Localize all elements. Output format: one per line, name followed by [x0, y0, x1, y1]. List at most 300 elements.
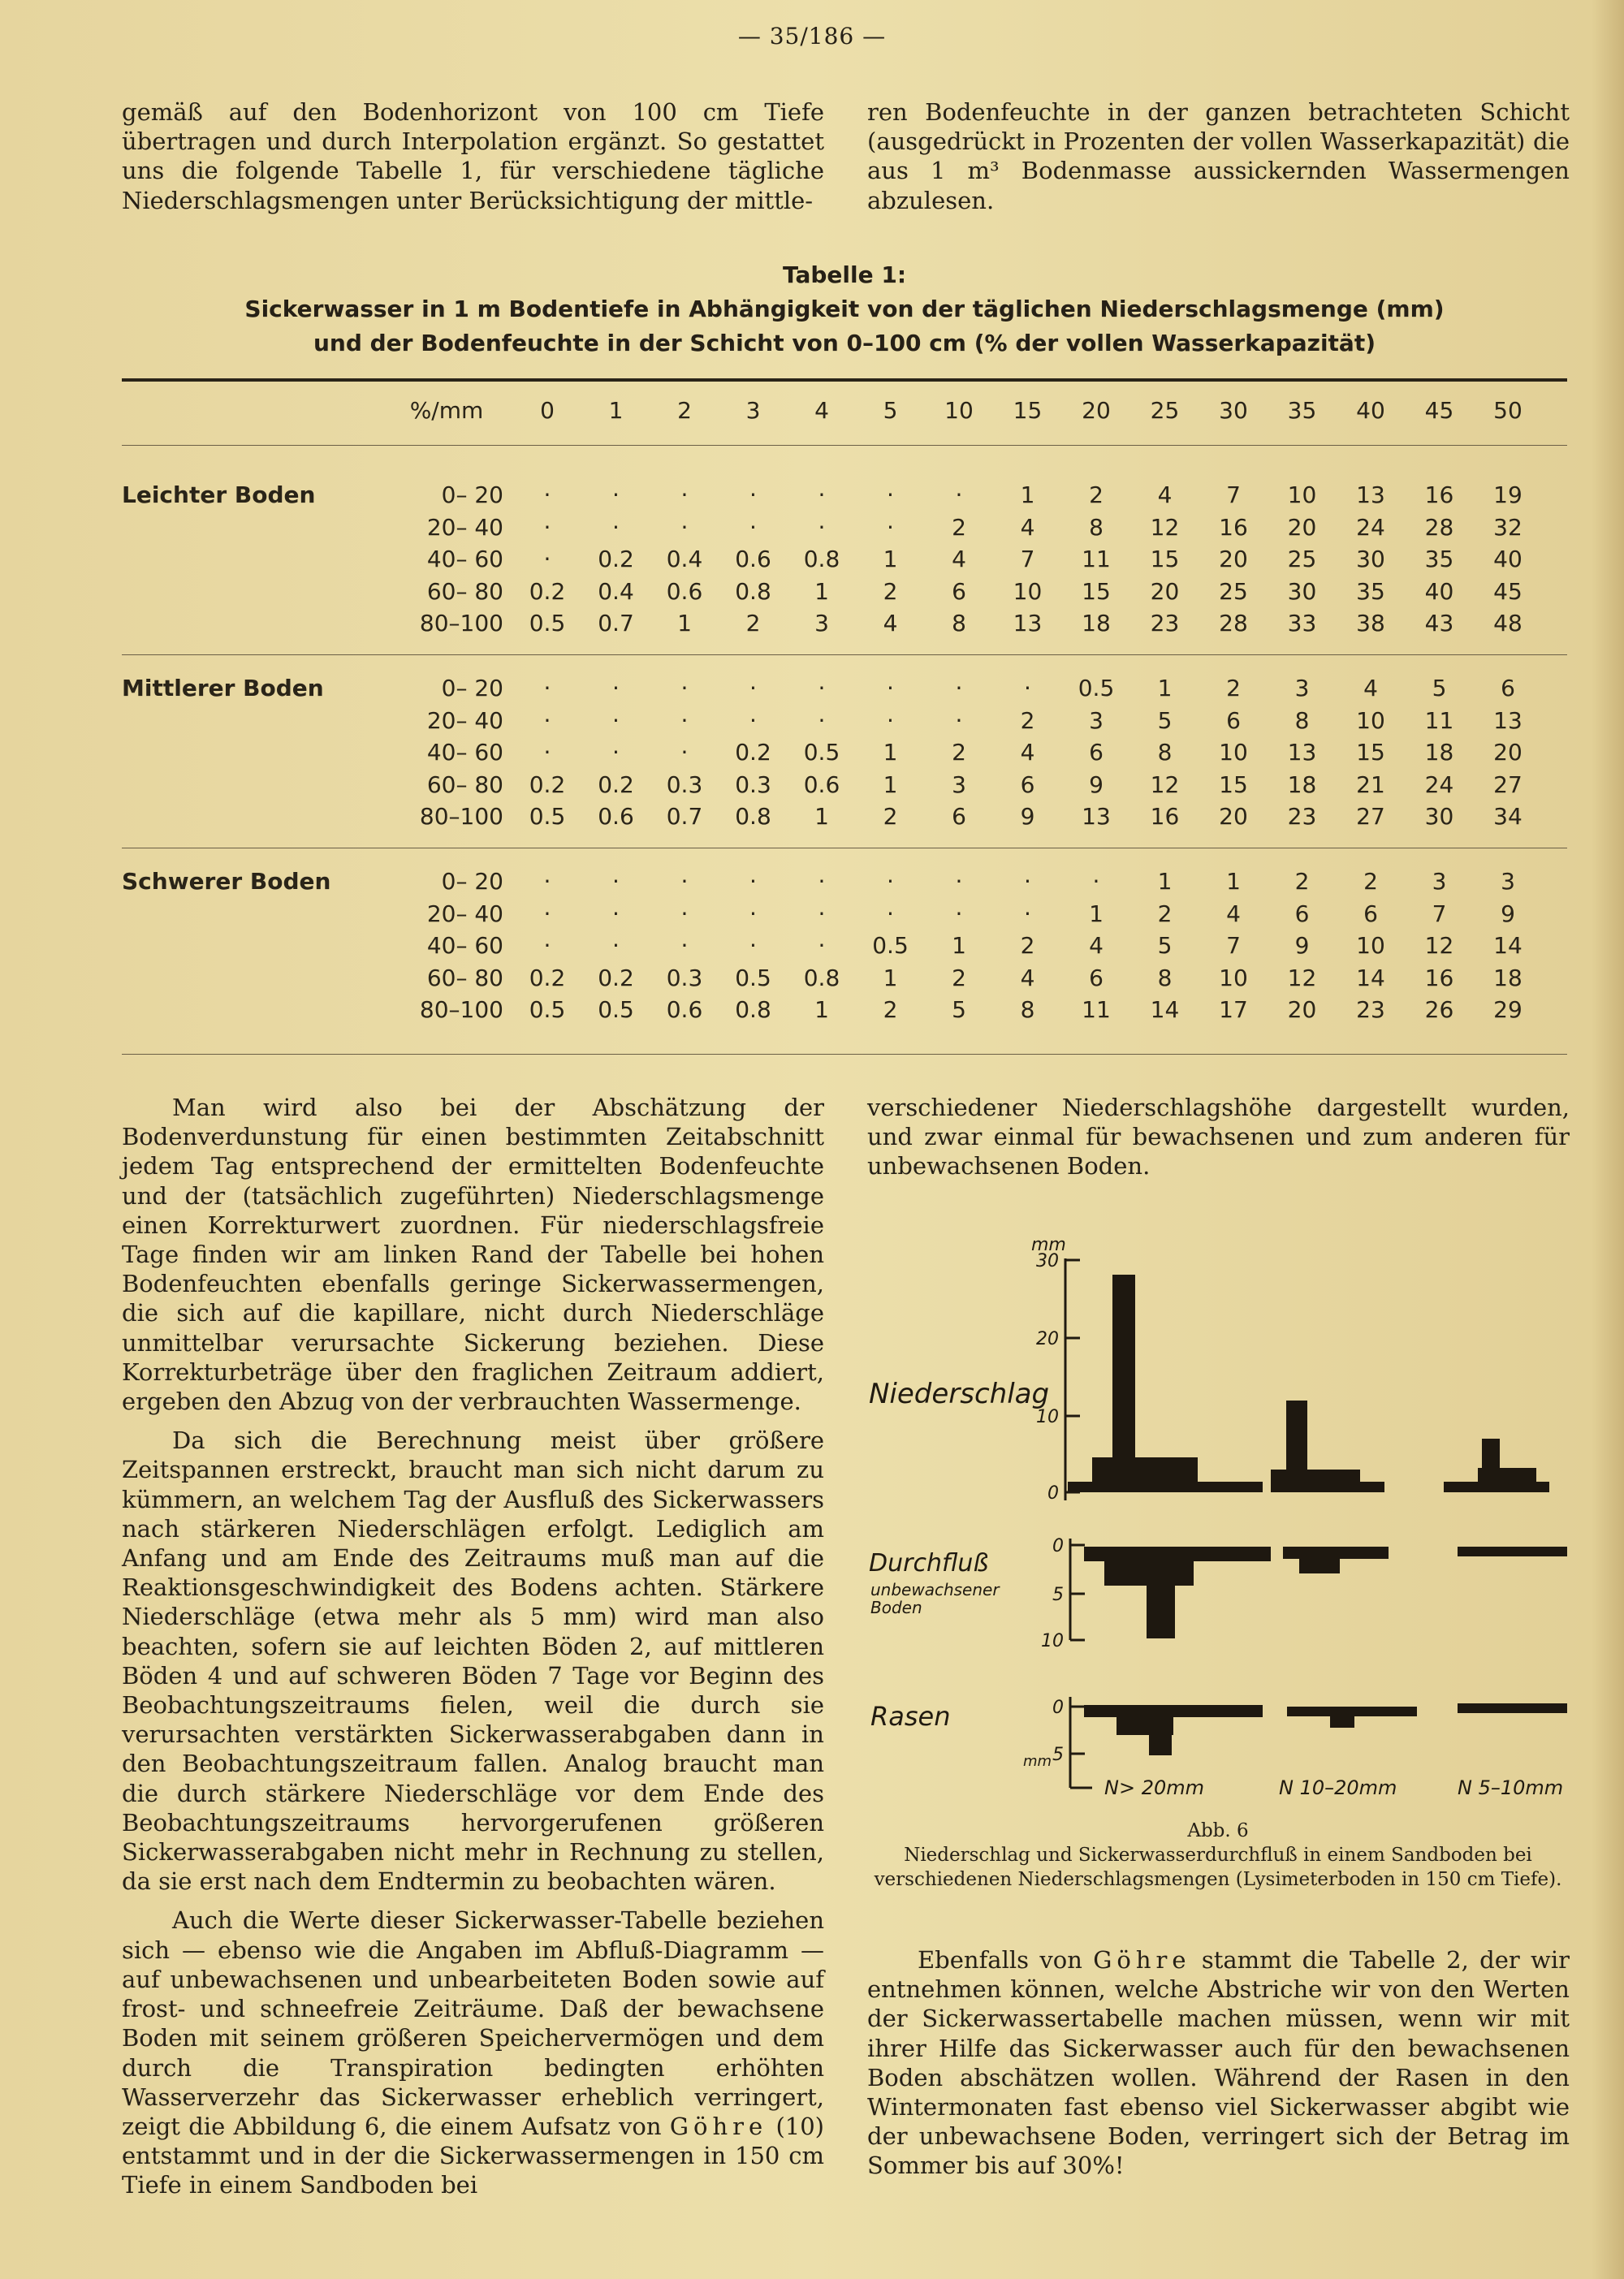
table-cell: 43 — [1424, 610, 1454, 637]
table-cell: 0.3 — [735, 770, 771, 798]
table-cell: 35 — [1424, 546, 1454, 572]
table-cell: 0.7 — [598, 610, 634, 637]
table-cell: · — [887, 481, 894, 508]
table-cell: 10 — [1356, 706, 1385, 734]
table-cell: 2 — [745, 610, 761, 637]
table-cell: 17 — [1219, 996, 1248, 1023]
table-cell: · — [818, 675, 826, 701]
table-cell: 8 — [1157, 964, 1173, 991]
bar-flow-2-stem — [1299, 1559, 1340, 1573]
table-cell: 14 — [1356, 964, 1385, 991]
body-right-paragraph-1: verschiedener Niederschlagshöhe dargestellt wurden, und zwar einmal für bewachsenen und zum anderen für unbewachsenen Boden. — [867, 1094, 1570, 1181]
axis-tick-label: 10 — [1041, 1631, 1064, 1651]
table-cell: 40 — [1424, 577, 1454, 605]
table-cell: 0.8 — [735, 803, 771, 830]
table-title-block — [122, 258, 1567, 360]
table-cell: 26 — [1424, 996, 1454, 1023]
table-cell: 0.8 — [803, 546, 840, 572]
table-cell: 6 — [1020, 770, 1035, 798]
table-cell: · — [680, 900, 689, 927]
table-cell: 48 — [1493, 610, 1522, 637]
table-cell: 13 — [1082, 803, 1111, 830]
table-cell: · — [680, 481, 689, 508]
row-range: 80–100 — [419, 803, 503, 830]
table-cell: · — [612, 932, 620, 959]
table-cell: 0.3 — [666, 964, 703, 991]
table-cell: 4 — [1020, 739, 1035, 766]
row-range: 80–100 — [419, 610, 503, 637]
table-cell: 27 — [1356, 803, 1385, 830]
table-cell: · — [612, 868, 620, 895]
table-cell: 15 — [1356, 739, 1385, 766]
table-cell: 18 — [1287, 770, 1317, 798]
row-range: 0– 20 — [441, 481, 503, 508]
table-cell: 0.5 — [598, 996, 634, 1023]
table-cell: · — [680, 513, 689, 541]
table-cell: 15 — [1219, 770, 1248, 798]
table-cell: 14 — [1493, 932, 1522, 959]
table-cell: 1 — [1157, 868, 1173, 895]
column-header: 5 — [883, 397, 898, 424]
table-cell: 0.2 — [529, 964, 566, 991]
table-cell: 10 — [1287, 481, 1317, 508]
table-cell: 7 — [1226, 932, 1241, 959]
bar-precip-3-base — [1478, 1468, 1536, 1482]
unit-mm-bottom: mm — [1023, 1753, 1052, 1770]
label-rasen: Rasen — [870, 1701, 951, 1732]
table-cell: · — [887, 900, 894, 927]
table-cell: 6 — [1226, 706, 1241, 734]
row-range: 40– 60 — [426, 546, 503, 572]
table-cell: · — [749, 932, 757, 959]
table-cell: 13 — [1356, 481, 1385, 508]
row-range: 60– 80 — [426, 577, 503, 605]
table-cell: 16 — [1150, 803, 1180, 830]
table-cell: · — [887, 868, 894, 895]
table-cell: 11 — [1082, 996, 1111, 1023]
column-header: 45 — [1424, 397, 1454, 424]
table-cell: 25 — [1219, 577, 1248, 605]
bar-flow-2-top — [1283, 1547, 1389, 1559]
table-cell: 0.2 — [735, 739, 771, 766]
table-cell: · — [543, 513, 551, 541]
table-cell: · — [749, 706, 757, 734]
row-range: 0– 20 — [441, 868, 503, 895]
table-cell: 2 — [1157, 900, 1173, 927]
table-cell: 1 — [814, 577, 829, 605]
author-name-2: Göhre — [1093, 1946, 1191, 1974]
table-cell: · — [818, 481, 826, 508]
table-cell: · — [749, 868, 757, 895]
table-cell: 24 — [1356, 513, 1385, 541]
table-cell: · — [612, 481, 620, 508]
axis-bottom-ticks — [1052, 1698, 1085, 1765]
axis-tick-label: 20 — [1036, 1329, 1059, 1349]
table-cell: 16 — [1424, 964, 1454, 991]
table-cell: · — [543, 900, 551, 927]
bar-precip-2-floor — [1271, 1482, 1384, 1492]
table-cell: 1 — [883, 964, 898, 991]
table-cell: 20 — [1219, 803, 1248, 830]
table-cell: 1 — [1157, 675, 1173, 701]
bar-rasen-3 — [1458, 1703, 1567, 1713]
intro-left-paragraph: gemäß auf den Bodenhorizont von 100 cm Tiefe übertragen und durch Interpolation ergänzt. So gestattet uns die folgende Tabelle 1, für verschiedene tägliche Niederschlagsmengen unter Berücksichtigung der mittle- — [122, 98, 824, 214]
table-cell: 12 — [1150, 513, 1180, 541]
table-cell: 0.5 — [529, 610, 566, 637]
paragraph-4-after: stammt die Tabelle 2, der wir entnehmen können, welche Abstriche wir von den Werten der Sickerwassertabelle machen müssen, wenn wir mit ihrer Hilfe das Sickerwasser auch für den bewachsenen Boden abschätzen wollen. Während der Rasen in den Wintermonaten fast ebenso viel Sickerwasser abgibt wie der unbewachsene Boden, verringert sich der Betrag im Sommer bis auf 30%! — [867, 1946, 1570, 2180]
table-cell: 1 — [814, 803, 829, 830]
table-cell: 25 — [1287, 546, 1317, 572]
table-cell: 30 — [1424, 803, 1454, 830]
table-cell: 2 — [1226, 675, 1241, 701]
table-cell: 1 — [883, 546, 898, 572]
column-header: 50 — [1493, 397, 1522, 424]
table-cell: 16 — [1424, 481, 1454, 508]
table-cell: · — [955, 675, 963, 701]
table-cell: 0.2 — [529, 770, 566, 798]
table-cell: 32 — [1493, 513, 1522, 541]
table-cell: 3 — [952, 770, 966, 798]
unit-header: %/mm — [409, 397, 484, 424]
table-cell: · — [1024, 675, 1031, 701]
table-cell: 4 — [1157, 481, 1173, 508]
intro-right-paragraph: ren Bodenfeuchte in der ganzen betrachteten Schicht (ausgedrückt in Prozenten der vollen Wasserkapazität) die aus 1 m³ Bodenmasse aussickernden Wassermengen abzulesen. — [867, 98, 1570, 214]
table-cell: · — [887, 513, 894, 541]
table-cell: 10 — [1356, 932, 1385, 959]
author-name: Göhre — [669, 2112, 768, 2140]
table-cell: 1 — [677, 610, 692, 637]
column-header: 10 — [944, 397, 974, 424]
table-cell: 0.6 — [803, 770, 840, 798]
table-cell: 0.2 — [598, 964, 634, 991]
table-top-rule — [122, 378, 1567, 382]
table-cell: · — [543, 675, 551, 701]
table-cell: · — [612, 900, 620, 927]
bar-precip-2-base — [1271, 1470, 1360, 1482]
body-right-bottom — [867, 1945, 1570, 2191]
table-cell: 9 — [1294, 932, 1310, 959]
table-subtitle-1: Sickerwasser in 1 m Bodentiefe in Abhängigkeit von der täglichen Niederschlagsmenge (mm) — [244, 296, 1445, 322]
table-title: Tabelle 1: — [782, 261, 907, 288]
paragraph-4-before: Ebenfalls von — [918, 1946, 1094, 1974]
table-cell: · — [749, 481, 757, 508]
group-separator — [122, 654, 1567, 655]
table-cell: · — [818, 900, 826, 927]
table-cell: 0.7 — [666, 803, 703, 830]
table-cell: 7 — [1020, 546, 1035, 572]
column-header: 25 — [1150, 397, 1180, 424]
table-cell: 0.2 — [598, 770, 634, 798]
table-cell: 0.2 — [598, 546, 634, 572]
unit-mm-top: mm — [1031, 1235, 1066, 1255]
table-cell: 10 — [1013, 577, 1043, 605]
table-cell: · — [955, 900, 963, 927]
table-cell: 0.4 — [666, 546, 703, 572]
table-cell: 4 — [1089, 932, 1104, 959]
table-cell: 5 — [1157, 932, 1173, 959]
table-cell: 0.8 — [735, 577, 771, 605]
table-cell: 7 — [1432, 900, 1447, 927]
table-cell: · — [612, 739, 620, 766]
table-cell: 2 — [1294, 868, 1310, 895]
column-header: 1 — [608, 397, 624, 424]
table-cell: · — [612, 706, 620, 734]
table-cell: 4 — [1363, 675, 1378, 701]
table-cell: 23 — [1287, 803, 1317, 830]
table-cell: 10 — [1219, 739, 1248, 766]
bar-flow-1-stem — [1147, 1586, 1175, 1638]
figure-caption-block — [862, 1819, 1574, 1892]
table-cell: 28 — [1424, 513, 1454, 541]
table-cell: 2 — [883, 996, 898, 1023]
label-niederschlag: Niederschlag — [869, 1378, 1050, 1410]
table-cell: 2 — [1020, 932, 1035, 959]
table-cell: · — [955, 481, 963, 508]
table-cell: 21 — [1356, 770, 1385, 798]
body-left-paragraph-1: Man wird also bei der Abschätzung der Bodenverdunstung für einen bestimmten Zeitabschnitt jedem Tag entsprechend der ermittelten Bodenfeuchte und der (tatsächlich zugeführten) Niederschlagsmenge einen Korrekturwert zuordnen. Für niederschlagsfreie Tage finden wir am linken Rand der Tabelle bei hohen Bodenfeuchten ebenfalls geringe Sickerwassermengen, die sich auf die kapillare, nicht durch Niederschläge unmittelbar verursachte Sickerung beziehen. Diese Korrekturbeträge über den fraglichen Zeitraum addiert, ergeben den Abzug von der verbrauchten Wassermenge. — [122, 1094, 824, 1416]
table-cell: · — [1024, 900, 1031, 927]
table-cell: 0.3 — [666, 770, 703, 798]
label-boden: Boden — [870, 1598, 922, 1617]
table-cell: 0.8 — [735, 996, 771, 1023]
table-cell: 4 — [883, 610, 898, 637]
table-cell: 5 — [1432, 675, 1447, 701]
table-header-rule — [122, 445, 1567, 446]
body-right-top — [867, 1093, 1570, 1191]
table-cell: 18 — [1082, 610, 1111, 637]
table-cell: 0.5 — [529, 803, 566, 830]
table-cell: 0.4 — [598, 577, 634, 605]
axis-tick-label: 30 — [1036, 1251, 1059, 1271]
bar-rasen-2-stem — [1330, 1716, 1354, 1728]
table-cell: 0.6 — [666, 577, 703, 605]
bar-flow-1-top — [1084, 1547, 1271, 1561]
table-cell: 3 — [1089, 706, 1104, 734]
table-cell: 0.5 — [735, 964, 771, 991]
table-cell: · — [543, 546, 551, 572]
table-cell: 5 — [952, 996, 966, 1023]
table-cell: 4 — [952, 546, 966, 572]
table-cell: 18 — [1493, 964, 1522, 991]
table-cell: 12 — [1424, 932, 1454, 959]
table-cell: 9 — [1089, 770, 1104, 798]
table-cell: 0.8 — [803, 964, 840, 991]
table-cell: 0.5 — [1078, 675, 1115, 701]
table-cell: 9 — [1501, 900, 1515, 927]
group-label: Leichter Boden — [122, 481, 316, 508]
table-cell: 0.6 — [735, 546, 771, 572]
table-cell: 6 — [1501, 675, 1515, 701]
table-cell: 8 — [1157, 739, 1173, 766]
label-unbewachsener: unbewachsener — [870, 1580, 1000, 1599]
table-cell: 34 — [1493, 803, 1522, 830]
table-cell: 6 — [952, 577, 966, 605]
table-cell: · — [818, 513, 826, 541]
axis-mid-ticks — [1041, 1536, 1085, 1651]
table-cell: 14 — [1150, 996, 1180, 1023]
table-cell: 24 — [1424, 770, 1454, 798]
table-cell: · — [1092, 868, 1100, 895]
table-cell: 12 — [1150, 770, 1180, 798]
table-cell: · — [818, 706, 826, 734]
table-cell: 9 — [1020, 803, 1035, 830]
row-range: 0– 20 — [441, 675, 503, 701]
table-cell: 8 — [1294, 706, 1310, 734]
label-durchfluss: Durchfluß — [869, 1549, 989, 1578]
table-cell: 45 — [1493, 577, 1522, 605]
group-label-3: N 5–10mm — [1458, 1776, 1564, 1799]
table-cell: · — [680, 932, 689, 959]
table-cell: · — [543, 739, 551, 766]
table-cell: 2 — [1089, 481, 1104, 508]
group-label: Mittlerer Boden — [122, 675, 324, 701]
bar-precip-3-floor — [1444, 1482, 1549, 1492]
row-range: 40– 60 — [426, 739, 503, 766]
table-cell: · — [818, 932, 826, 959]
table-cell: 6 — [1089, 964, 1104, 991]
table-cell: 23 — [1356, 996, 1385, 1023]
table-bottom-rule — [122, 1054, 1567, 1055]
table-cell: 13 — [1013, 610, 1043, 637]
table-cell: 0.6 — [666, 996, 703, 1023]
table-cell: · — [887, 706, 894, 734]
table-cell: 20 — [1287, 996, 1317, 1023]
row-range: 40– 60 — [426, 932, 503, 959]
table-cell: 35 — [1356, 577, 1385, 605]
table-cell: 0.5 — [872, 932, 909, 959]
table-cell: 3 — [1501, 868, 1515, 895]
table-cell: 2 — [952, 513, 966, 541]
body-left-column — [122, 1093, 824, 2210]
bar-flow-3 — [1458, 1547, 1567, 1556]
table-cell: · — [680, 868, 689, 895]
column-header: 2 — [677, 397, 692, 424]
table-cell: 5 — [1157, 706, 1173, 734]
table-cell: 30 — [1356, 546, 1385, 572]
table-cell: 0.5 — [803, 739, 840, 766]
table-cell: 28 — [1219, 610, 1248, 637]
axis-tick-label: 0 — [1052, 1698, 1064, 1718]
figure-abb-6 — [861, 1234, 1575, 1802]
table-cell: 8 — [1020, 996, 1035, 1023]
table-cell: 4 — [1020, 513, 1035, 541]
table-cell: · — [818, 868, 826, 895]
bar-rasen-1-stem — [1149, 1735, 1172, 1755]
table-cell: 20 — [1219, 546, 1248, 572]
axis-tick-label: 0 — [1052, 1536, 1064, 1556]
table-cell: 3 — [1294, 675, 1310, 701]
table-cell: 13 — [1493, 706, 1522, 734]
table-cell: 11 — [1424, 706, 1454, 734]
table-cell: 30 — [1287, 577, 1317, 605]
table-cell: 1 — [1020, 481, 1035, 508]
table-cell: 1 — [1089, 900, 1104, 927]
table-cell: 1 — [814, 996, 829, 1023]
table-cell: 2 — [1363, 868, 1378, 895]
table-cell: 4 — [1020, 964, 1035, 991]
axis-tick-label: 5 — [1052, 1585, 1064, 1605]
table-cell: 12 — [1287, 964, 1317, 991]
table-cell: 29 — [1493, 996, 1522, 1023]
table-cell: 33 — [1287, 610, 1317, 637]
table-cell: 6 — [1363, 900, 1378, 927]
column-header: 35 — [1287, 397, 1317, 424]
table-cell: 0.6 — [598, 803, 634, 830]
body-left-paragraph-3 — [122, 1906, 824, 2199]
row-range: 60– 80 — [426, 770, 503, 798]
table-cell: · — [612, 513, 620, 541]
table-cell: 0.5 — [529, 996, 566, 1023]
bar-rasen-1-mid — [1116, 1717, 1173, 1735]
table-cell: 2 — [1020, 706, 1035, 734]
table-cell: · — [955, 706, 963, 734]
table-cell: 11 — [1082, 546, 1111, 572]
table-cell: 2 — [883, 803, 898, 830]
row-range: 60– 80 — [426, 964, 503, 991]
table-cell: 3 — [814, 610, 829, 637]
table-cell: 20 — [1493, 739, 1522, 766]
column-header: 3 — [745, 397, 761, 424]
paragraph-3-before: Auch die Werte dieser Sickerwasser-Tabelle beziehen sich — ebenso wie die Angaben im Abfluß-Diagramm — auf unbewachsenen und unbearbeiteten Boden sowie auf frost- und schneefreie Zeiträume. Daß der bewachsene Boden mit seinem größeren Speichervermögen und dem durch die Transpiration bedingten erhöhten Wasserverzehr das Sickerwasser erheblich verringert, zeigt die Abbildung 6, die einem Aufsatz von — [122, 1906, 824, 2140]
page-number: — 35/186 — — [737, 23, 887, 50]
table-cell: 4 — [1226, 900, 1241, 927]
table-cell: · — [749, 675, 757, 701]
column-header: 30 — [1219, 397, 1248, 424]
table-cell: 18 — [1424, 739, 1454, 766]
table-cell: 3 — [1432, 868, 1447, 895]
intro-left-column — [122, 97, 824, 225]
column-header: 0 — [540, 397, 555, 424]
table-cell: 15 — [1150, 546, 1180, 572]
body-right-paragraph-2 — [867, 1945, 1570, 2181]
table-cell: 20 — [1287, 513, 1317, 541]
table-cell: · — [680, 706, 689, 734]
table-cell: 1 — [1226, 868, 1241, 895]
table-cell: · — [887, 675, 894, 701]
column-header: 40 — [1356, 397, 1385, 424]
table-cell: 6 — [1294, 900, 1310, 927]
table-cell: 8 — [1089, 513, 1104, 541]
table-cell: 27 — [1493, 770, 1522, 798]
table-cell: · — [680, 675, 689, 701]
table-cell: 1 — [883, 739, 898, 766]
group-label: Schwerer Boden — [122, 868, 331, 895]
axis-tick-label: 5 — [1052, 1745, 1064, 1765]
table-cell: 7 — [1226, 481, 1241, 508]
bar-rasen-2-top — [1287, 1707, 1417, 1716]
table-cell: · — [543, 481, 551, 508]
table-cell: 15 — [1082, 577, 1111, 605]
table-cell: 1 — [883, 770, 898, 798]
table-cell: 6 — [1089, 739, 1104, 766]
group-label-2: N 10–20mm — [1279, 1776, 1397, 1799]
table-cell: 40 — [1493, 546, 1522, 572]
table-cell: 1 — [952, 932, 966, 959]
table-cell: 19 — [1493, 481, 1522, 508]
row-range: 20– 40 — [426, 706, 503, 734]
table-cell: 13 — [1287, 739, 1317, 766]
table-cell: 23 — [1150, 610, 1180, 637]
column-header: 15 — [1013, 397, 1043, 424]
row-range: 80–100 — [419, 996, 503, 1023]
table-cell: 16 — [1219, 513, 1248, 541]
table-subtitle-2: und der Bodenfeuchte in der Schicht von 0–100 cm (% der vollen Wasserkapazität) — [313, 330, 1376, 356]
table-cell: 0.2 — [529, 577, 566, 605]
table-cell: · — [749, 900, 757, 927]
bar-precip-1-base — [1092, 1457, 1198, 1482]
column-header: 20 — [1082, 397, 1111, 424]
table-cell: 8 — [952, 610, 966, 637]
